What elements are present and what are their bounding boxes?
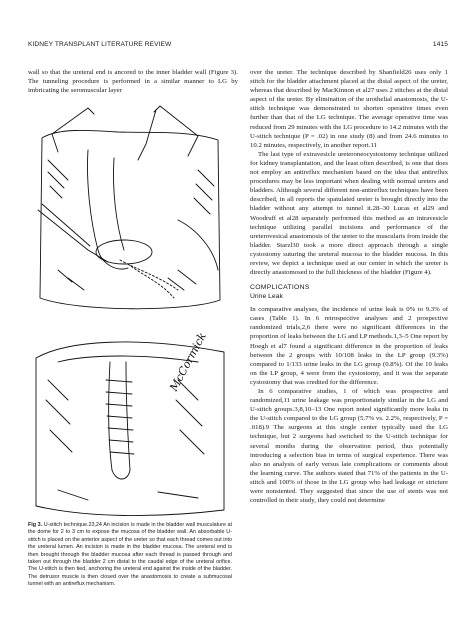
upper-panel	[38, 106, 220, 309]
right-paragraph-1: over the ureter. The technique described by Shanfield26 uses only 1 stitch for the bladder attachment placed at the distal aspect of the ureter, whereas that described by MacKinnon et al27 uses 2 stitches at the distal aspect of the ureter. By elimination of the urothelial anastomosis, the U-stitch technique was demonstrated to shorten operative times even further than that of the LG technique. The average operative time was reduced from 29 minutes with the LG procedure to 14.2 minutes with the U-stitch technique (P = .02) in one study (8) and from 24.6 minutes to 10.2 minutes, respectively, in another report.11	[250, 69, 448, 149]
right-column	[250, 68, 448, 505]
retractor-right	[154, 106, 198, 156]
section-heading: COMPLICATIONS	[250, 284, 310, 292]
figure-3	[28, 100, 228, 518]
right-paragraph-2: The last type of extravesicle ureteroneocystostomy technique utilized for kidney transplantation, and the least often described, is one that does not employ an antireflux mechanism based on the idea that antireflux procedures may be less important when dealing with normal ureters and bladders. Although several different non-antireflux techniques have been described, in all reports the spatulated ureter is brought directly into the bladder without any attempt to tunnel it.28–30 Lucas et al29 and Woodruff et al28 separately performed this method as an intravesicle technique utilizing parallel incisions and performance of the ureterovesical anastomosis of the ureter to the muscularis from inside the bladder. Starzl30 took a more direct approach through a single cystostomy suturing the ureteral mucosa to the bladder mucosa. In this review, we depict a technique used at our center in which the ureter is directly anastomosed to the full thickness of the bladder (Figure 4).	[250, 150, 448, 277]
subsection-heading: Urine Leak	[250, 293, 283, 301]
left-intro-paragraph: wall so that the ureteral end is ancored to the inner bladder wall (Figure 3). The tunneling procedure is performed in a similar manner to LG by imbricating the seromuscular layer	[28, 69, 238, 95]
page-number: 1415	[432, 41, 448, 48]
figure-caption	[28, 522, 232, 589]
caption-label: Fig 3.	[28, 522, 43, 528]
retractor-left	[52, 108, 94, 152]
caption-text: U-stitch technique.23,24 An incision is made in the bladder wall musculature at the dome for 2 to 3 cm to expose the mucosa of the bladder wall. An absorbable U-stitch is placed on the anterior aspect of the ureter so that each thread comes out into the ureteral lumen. An incision is made in the bladder mucosa. The ureteral end is then brought through the bladder mucosa after each thread is passed through and taken out through the bladder 2 cm distal to the caudal edge of the ureteral orifice. The U-stitch is then tied, anchoring the ureteral end against the inside of the bladder. The detrusor muscle is then closed over the anastomosis to create a submucosal tunnel with an antireflux mechanism.	[28, 522, 233, 588]
forceps	[38, 204, 108, 262]
journal-title: KIDNEY TRANSPLANT LITERATURE REVIEW	[28, 41, 172, 48]
lower-panel	[36, 342, 224, 516]
surgical-illustration	[28, 100, 228, 518]
right-paragraph-4: In 6 comparative studies, 1 of which was prospective and randomized,11 urine leakage was proportionately similar in the LG and U-stitch groups.3,8,10–13 One report noted significantly more leaks in the U-stitch compared to the LG group (5.7% vs. 2.2%, respectively, P = .018).9 The surgeons at this single center typically used the LG technique, but 2 surgeons had switched to the U-stitch technique for several months during the observation period, thus potentially introducing a selection bias in terms of surgical experience. There was also no analysis of early versus late complications or comments about the learning curve. The authors stated that 71% of the patients in the U-stitch and 100% of those in the LG group who had leakage or stricture were nonstented. They suggested that since the use of stents was not controlled in their study, they could not determine	[250, 388, 448, 505]
artist-signature: McCormick	[167, 330, 209, 394]
running-header	[28, 41, 448, 51]
left-column	[28, 68, 238, 95]
right-paragraph-3: In comparative analyses, the incidence of urine leak is 0% to 9.3% of cases (Table 1). In 6 retrospective analyses and 2 prospective randomized trials,2,6 there were no significant differences in the proportion of leaks between the LG and LP methods.1,3–5 One report by Hoegh et al7 found a significant difference in the proportion of leaks between the 2 groups with 10/108 leaks in the LP group (9.3%) compared to 1/133 urine leaks in the LG group (0.8%). Of the 10 leaks on the LP group, 4 were from the cystostomy, and it was the separate cystostomy that was credited for the difference.	[250, 306, 448, 386]
